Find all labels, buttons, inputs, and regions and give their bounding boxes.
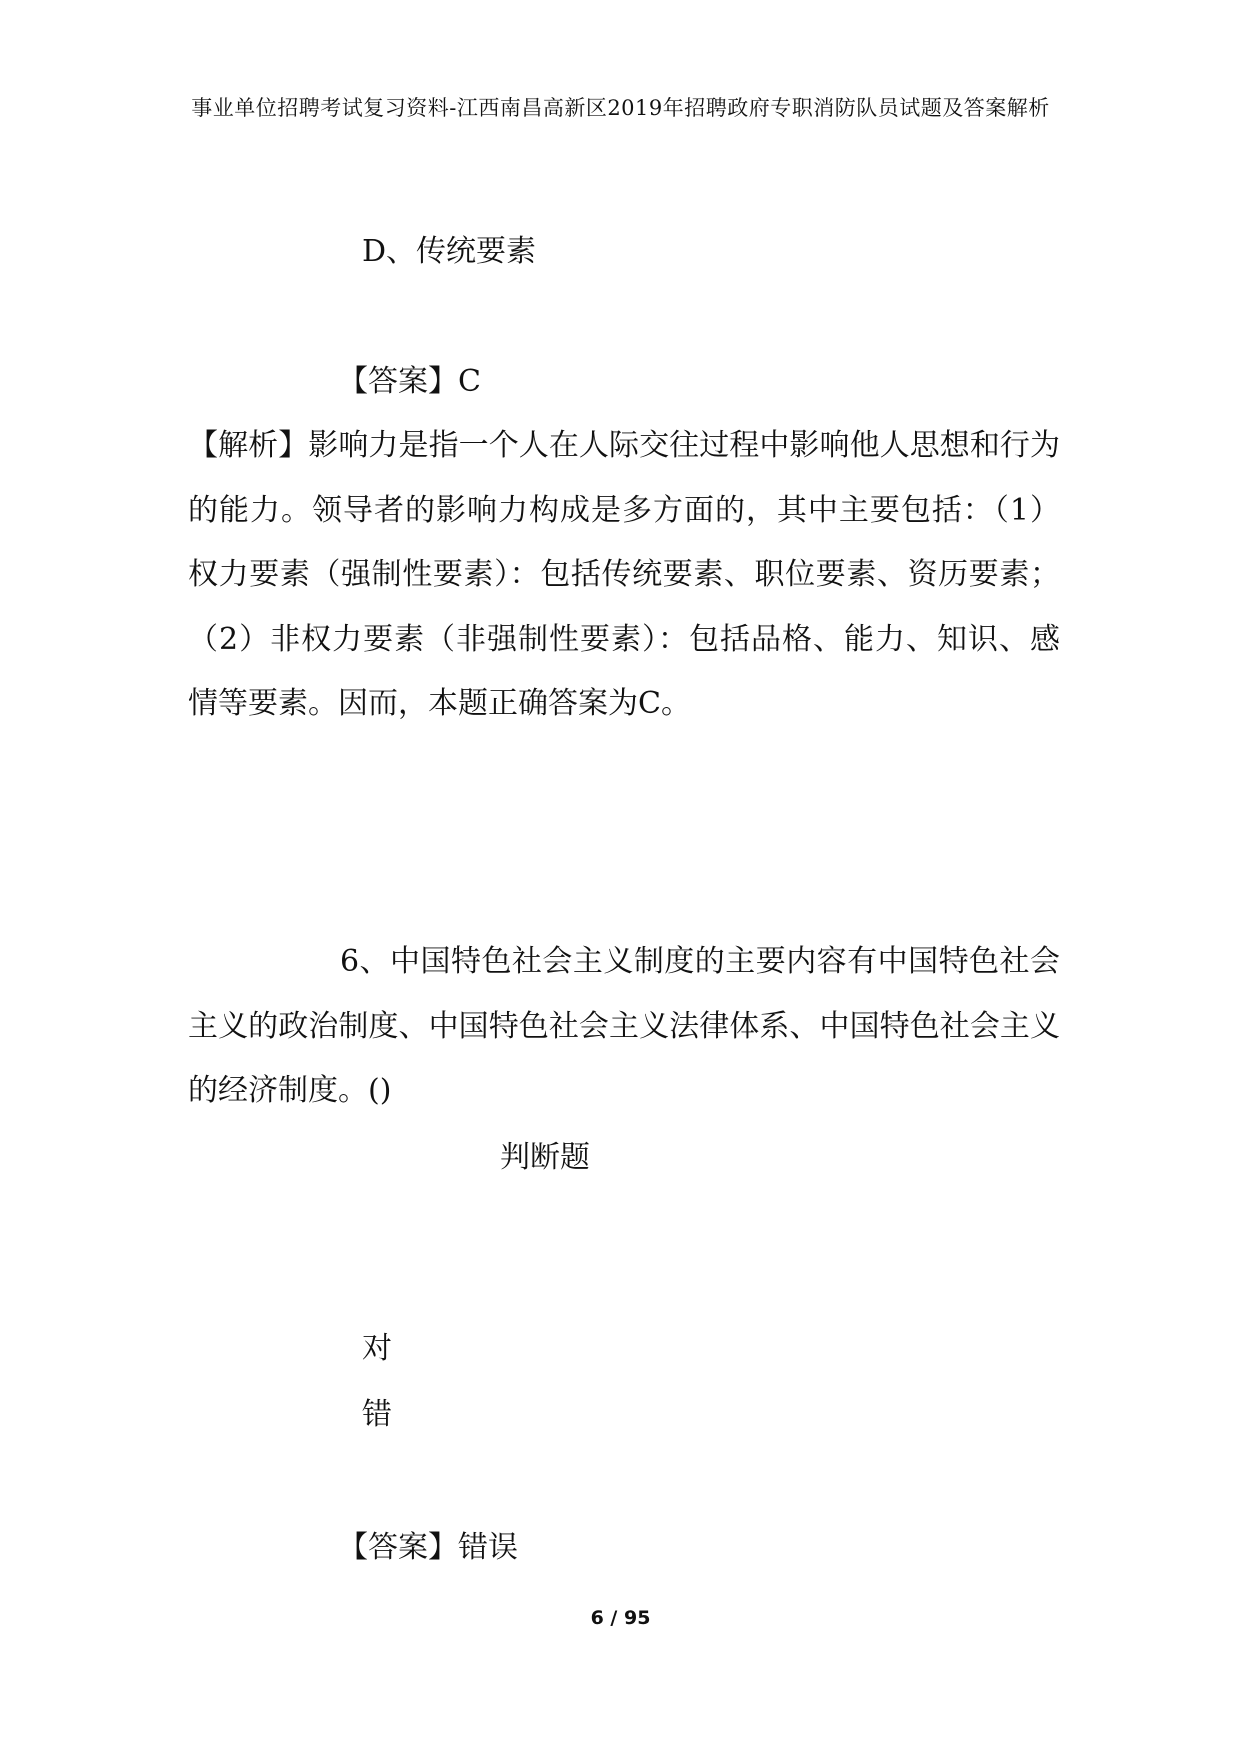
option-d: D、传统要素	[362, 234, 537, 269]
analysis-paragraph: 【解析】影响力是指一个人在人际交往过程中影响他人思想和行为的能力。领导者的影响力构成是多方面的，其中主要包括：（1）权力要素（强制性要素）：包括传统要素、职位要素、资历要素；（2）非权力要素（非强制性要素）：包括品格、能力、知识、感情等要素。因而，本题正确答案为C。	[188, 428, 1060, 721]
page-number: 6 / 95	[590, 1607, 651, 1629]
answer-label-q6: 【答案】错误	[338, 1530, 518, 1565]
page-header: 事业单位招聘考试复习资料-江西南昌高新区2019年招聘政府专职消防队员试题及答案解析	[191, 96, 1050, 120]
answer-label: 【答案】C	[338, 364, 481, 399]
question-type-label: 判断题	[500, 1140, 590, 1175]
option-false[interactable]: 错	[362, 1397, 392, 1432]
question-text: 6、中国特色社会主义制度的主要内容有中国特色社会主义的政治制度、中国特色社会主义法律体系、中国特色社会主义的经济制度。()	[188, 944, 1060, 1108]
option-true[interactable]: 对	[362, 1331, 392, 1366]
